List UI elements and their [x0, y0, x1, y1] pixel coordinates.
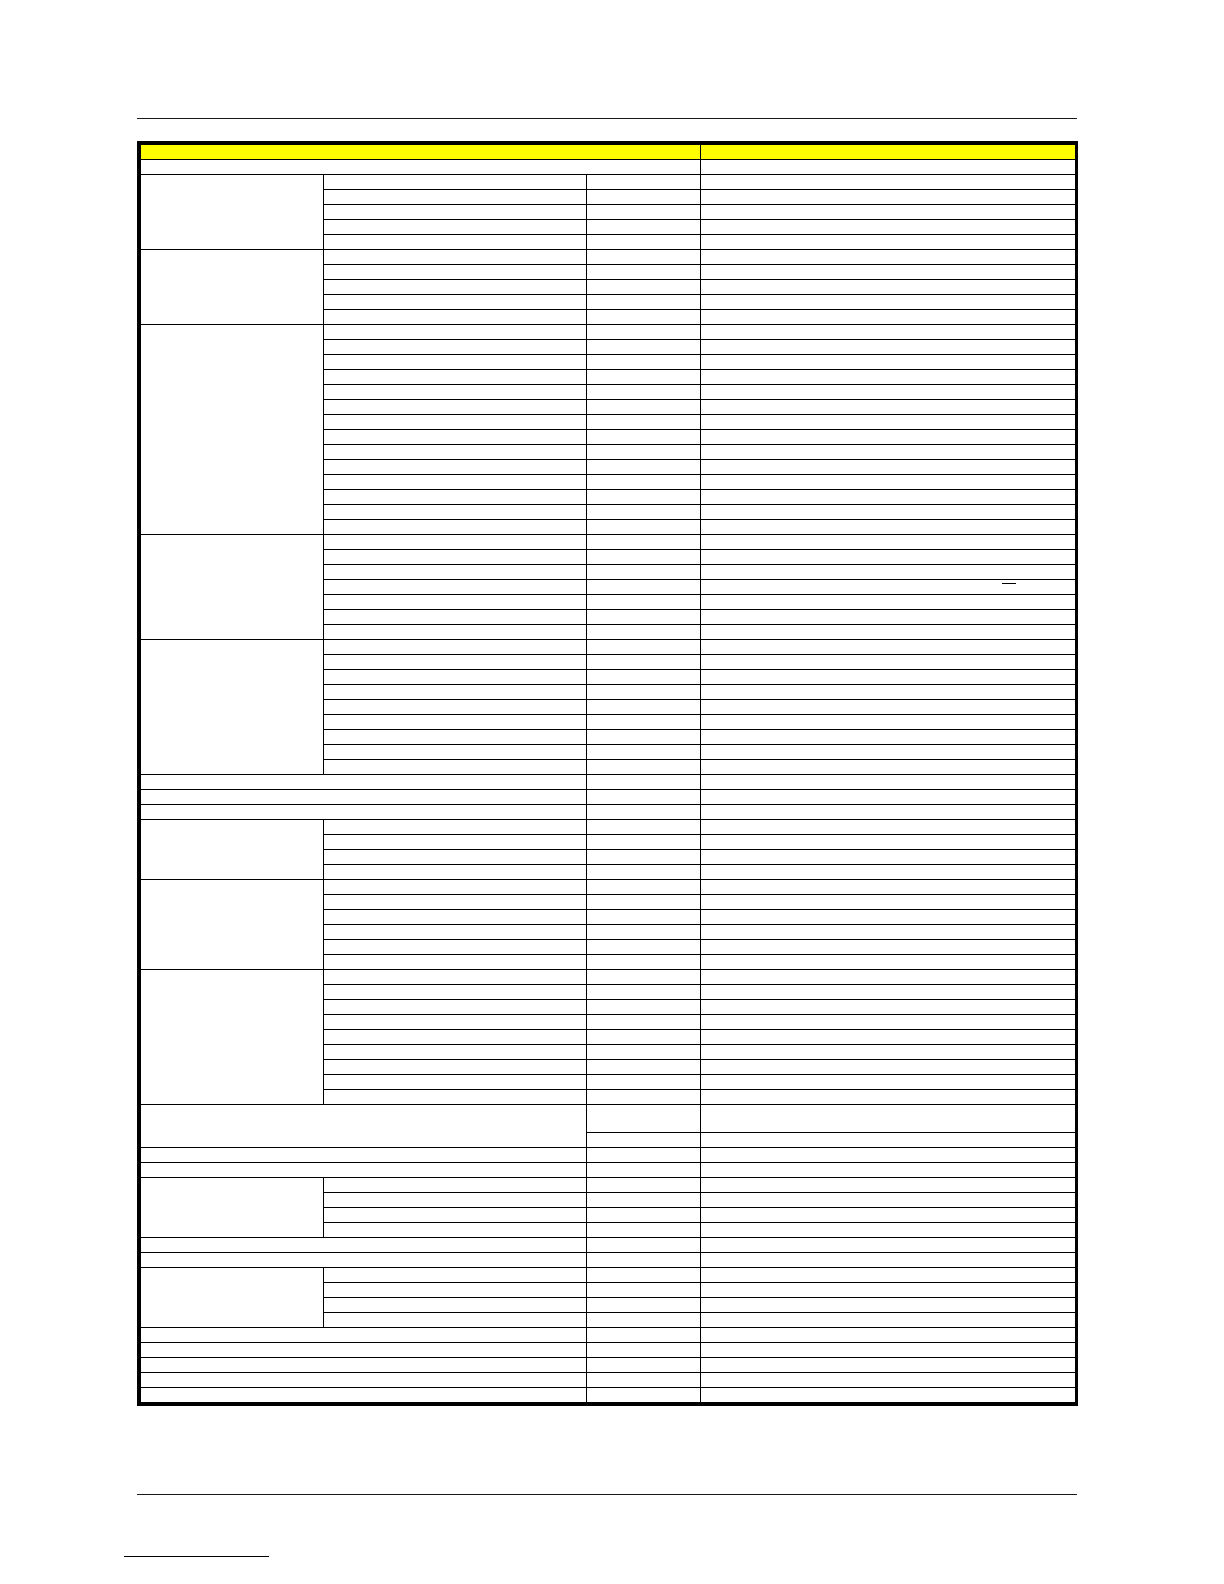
table-row	[141, 1148, 1076, 1163]
item-mid	[587, 1030, 701, 1045]
item-mid	[587, 1313, 701, 1328]
item-value	[701, 805, 1076, 820]
item-mid	[587, 1238, 701, 1253]
item-label	[324, 250, 587, 265]
item-mid	[587, 655, 701, 670]
item-mid	[587, 970, 701, 985]
item-mid	[587, 400, 701, 415]
item-value	[701, 1178, 1076, 1193]
item-value	[701, 1268, 1076, 1283]
table-row	[141, 1178, 1076, 1193]
item-label	[324, 265, 587, 280]
item-mid	[587, 805, 701, 820]
item-value	[701, 535, 1076, 550]
item-label	[324, 985, 587, 1000]
item-mid	[587, 1075, 701, 1090]
header-rule	[137, 118, 1077, 119]
wide-label	[141, 1238, 587, 1253]
item-label	[324, 235, 587, 250]
item-value	[701, 295, 1076, 310]
item-mid	[587, 1045, 701, 1060]
item-label	[324, 595, 587, 610]
item-label	[324, 760, 587, 775]
item-value	[701, 700, 1076, 715]
item-mid	[587, 355, 701, 370]
item-value	[701, 430, 1076, 445]
item-value	[701, 475, 1076, 490]
item-value	[701, 490, 1076, 505]
item-label	[324, 565, 587, 580]
item-label	[324, 910, 587, 925]
item-label	[324, 1223, 587, 1238]
item-value	[701, 715, 1076, 730]
item-value	[701, 1238, 1076, 1253]
item-label	[324, 490, 587, 505]
table-row	[141, 640, 1076, 655]
item-label	[324, 280, 587, 295]
item-value	[701, 610, 1076, 625]
wide-label	[141, 1388, 587, 1403]
item-mid	[587, 640, 701, 655]
item-label	[324, 190, 587, 205]
footer-rule	[137, 1494, 1077, 1495]
item-value	[701, 1105, 1076, 1133]
item-label	[324, 745, 587, 760]
item-label	[324, 670, 587, 685]
item-mid	[587, 265, 701, 280]
item-mid	[587, 880, 701, 895]
item-value	[701, 595, 1076, 610]
item-mid	[587, 460, 701, 475]
item-mid	[587, 985, 701, 1000]
item-value	[701, 670, 1076, 685]
item-label	[324, 610, 587, 625]
table-row	[141, 250, 1076, 265]
item-value	[701, 760, 1076, 775]
item-mid	[587, 790, 701, 805]
item-label	[324, 970, 587, 985]
table-row	[141, 880, 1076, 895]
item-mid	[587, 895, 701, 910]
item-value	[701, 865, 1076, 880]
item-mid	[587, 1343, 701, 1358]
item-label	[324, 355, 587, 370]
item-label	[324, 1015, 587, 1030]
item-mid	[587, 1105, 701, 1133]
item-label	[324, 370, 587, 385]
item-value	[701, 1253, 1076, 1268]
group-label	[141, 640, 324, 775]
item-value	[701, 460, 1076, 475]
specification-table-container	[137, 141, 1078, 1406]
item-label	[324, 1268, 587, 1283]
item-label	[324, 1298, 587, 1313]
table-subheader-row	[141, 160, 1076, 175]
table-row	[141, 970, 1076, 985]
item-mid	[587, 1133, 701, 1148]
item-label	[324, 385, 587, 400]
item-mid	[587, 235, 701, 250]
item-label	[324, 445, 587, 460]
item-mid	[587, 490, 701, 505]
item-mid	[587, 310, 701, 325]
item-mid	[587, 955, 701, 970]
wide-label	[141, 805, 587, 820]
item-value	[701, 325, 1076, 340]
item-mid	[587, 445, 701, 460]
item-value	[701, 340, 1076, 355]
item-value	[701, 730, 1076, 745]
item-label	[324, 400, 587, 415]
item-label	[324, 895, 587, 910]
item-mid	[587, 1268, 701, 1283]
item-value	[701, 685, 1076, 700]
item-label	[324, 220, 587, 235]
item-label	[324, 625, 587, 640]
item-mid	[587, 820, 701, 835]
item-label	[324, 1178, 587, 1193]
item-label	[324, 415, 587, 430]
table-subheader-left	[141, 160, 701, 175]
table-row	[141, 1163, 1076, 1178]
item-mid	[587, 925, 701, 940]
item-mid	[587, 190, 701, 205]
table-row	[141, 805, 1076, 820]
item-mid	[587, 1000, 701, 1015]
table-body	[141, 145, 1076, 1403]
table-row	[141, 1343, 1076, 1358]
item-mid	[587, 850, 701, 865]
item-label	[324, 430, 587, 445]
table-header-left	[141, 145, 701, 160]
item-label	[324, 205, 587, 220]
wide-label	[141, 1163, 587, 1178]
item-value	[701, 895, 1076, 910]
item-mid	[587, 1148, 701, 1163]
wide-label	[141, 1328, 587, 1343]
group-label	[141, 970, 324, 1105]
item-mid	[587, 760, 701, 775]
item-value	[701, 1358, 1076, 1373]
item-value	[701, 1283, 1076, 1298]
item-label	[324, 685, 587, 700]
item-mid	[587, 475, 701, 490]
item-mid	[587, 415, 701, 430]
item-mid	[587, 535, 701, 550]
item-mid	[587, 700, 701, 715]
item-label	[324, 340, 587, 355]
item-value	[701, 1343, 1076, 1358]
item-value	[701, 835, 1076, 850]
item-value	[701, 880, 1076, 895]
item-label	[324, 640, 587, 655]
item-value	[701, 745, 1076, 760]
item-value	[701, 280, 1076, 295]
table-subheader-right	[701, 160, 1076, 175]
item-value	[701, 250, 1076, 265]
wide-label	[141, 1358, 587, 1373]
item-value	[701, 190, 1076, 205]
item-mid	[587, 1358, 701, 1373]
item-value	[701, 1298, 1076, 1313]
item-value	[701, 1090, 1076, 1105]
value-dash-mark	[1002, 583, 1016, 584]
item-label	[324, 1193, 587, 1208]
wide-label	[141, 1343, 587, 1358]
item-mid	[587, 865, 701, 880]
item-label	[324, 835, 587, 850]
table-header-right	[701, 145, 1076, 160]
item-mid	[587, 1253, 701, 1268]
item-mid	[587, 1208, 701, 1223]
item-value	[701, 1060, 1076, 1075]
footer-underline-mark	[124, 1556, 269, 1557]
item-value	[701, 205, 1076, 220]
item-label	[324, 1283, 587, 1298]
item-mid	[587, 1373, 701, 1388]
item-value	[701, 775, 1076, 790]
item-value	[701, 415, 1076, 430]
item-label	[324, 730, 587, 745]
item-mid	[587, 940, 701, 955]
item-value	[701, 655, 1076, 670]
wide-label	[141, 1253, 587, 1268]
item-value	[701, 235, 1076, 250]
item-value	[701, 580, 1076, 595]
item-label	[324, 850, 587, 865]
item-mid	[587, 1223, 701, 1238]
wide-label	[141, 1373, 587, 1388]
item-label	[324, 1045, 587, 1060]
item-value	[701, 790, 1076, 805]
item-mid	[587, 775, 701, 790]
item-label	[324, 940, 587, 955]
item-value	[701, 940, 1076, 955]
item-value	[701, 445, 1076, 460]
group-label	[141, 175, 324, 250]
item-mid	[587, 1193, 701, 1208]
item-mid	[587, 520, 701, 535]
item-label	[324, 880, 587, 895]
table-row	[141, 1238, 1076, 1253]
item-label	[324, 505, 587, 520]
item-value	[701, 1075, 1076, 1090]
item-value	[701, 1133, 1076, 1148]
table-row	[141, 535, 1076, 550]
item-value	[701, 1015, 1076, 1030]
item-mid	[587, 505, 701, 520]
item-value	[701, 925, 1076, 940]
item-label	[324, 1075, 587, 1090]
item-value	[701, 1045, 1076, 1060]
item-mid	[587, 625, 701, 640]
group-label	[141, 880, 324, 970]
item-label	[324, 310, 587, 325]
item-value	[701, 400, 1076, 415]
item-value	[701, 1388, 1076, 1403]
table-row	[141, 325, 1076, 340]
item-mid	[587, 280, 701, 295]
item-mid	[587, 595, 701, 610]
item-value	[701, 1030, 1076, 1045]
table-row	[141, 175, 1076, 190]
table-header-row	[141, 145, 1076, 160]
table-row	[141, 1373, 1076, 1388]
item-label	[324, 580, 587, 595]
item-mid	[587, 670, 701, 685]
item-value	[701, 1000, 1076, 1015]
item-label	[324, 655, 587, 670]
item-mid	[587, 910, 701, 925]
item-value	[701, 505, 1076, 520]
item-value	[701, 1328, 1076, 1343]
table-row	[141, 1388, 1076, 1403]
item-mid	[587, 295, 701, 310]
item-label	[324, 475, 587, 490]
item-value	[701, 1148, 1076, 1163]
item-value	[701, 910, 1076, 925]
item-value	[701, 310, 1076, 325]
item-mid	[587, 1163, 701, 1178]
item-mid	[587, 580, 701, 595]
table-row	[141, 775, 1076, 790]
item-label	[324, 520, 587, 535]
item-mid	[587, 175, 701, 190]
item-value	[701, 970, 1076, 985]
item-label	[324, 295, 587, 310]
item-value	[701, 1193, 1076, 1208]
item-mid	[587, 385, 701, 400]
item-mid	[587, 715, 701, 730]
wide-label	[141, 775, 587, 790]
item-mid	[587, 685, 701, 700]
wide-label	[141, 1105, 587, 1148]
item-label	[324, 550, 587, 565]
item-value	[701, 220, 1076, 235]
table-row	[141, 1358, 1076, 1373]
item-label	[324, 535, 587, 550]
item-value	[701, 565, 1076, 580]
item-mid	[587, 220, 701, 235]
table-row	[141, 820, 1076, 835]
item-value	[701, 1313, 1076, 1328]
item-label	[324, 925, 587, 940]
item-value	[701, 1223, 1076, 1238]
item-label	[324, 715, 587, 730]
item-value	[701, 265, 1076, 280]
wide-label	[141, 790, 587, 805]
item-value	[701, 370, 1076, 385]
item-mid	[587, 1298, 701, 1313]
item-mid	[587, 325, 701, 340]
item-value	[701, 385, 1076, 400]
item-mid	[587, 550, 701, 565]
item-mid	[587, 835, 701, 850]
table-row	[141, 1328, 1076, 1343]
item-label	[324, 460, 587, 475]
item-value	[701, 955, 1076, 970]
item-label	[324, 1030, 587, 1045]
group-label	[141, 820, 324, 880]
group-label	[141, 250, 324, 325]
item-label	[324, 1313, 587, 1328]
item-value	[701, 625, 1076, 640]
item-mid	[587, 430, 701, 445]
item-mid	[587, 565, 701, 580]
item-label	[324, 175, 587, 190]
item-mid	[587, 1090, 701, 1105]
item-value	[701, 1163, 1076, 1178]
item-value	[701, 820, 1076, 835]
group-label	[141, 1268, 324, 1328]
item-label	[324, 325, 587, 340]
item-value	[701, 850, 1076, 865]
item-mid	[587, 1060, 701, 1075]
item-value	[701, 1373, 1076, 1388]
item-mid	[587, 730, 701, 745]
item-value	[701, 520, 1076, 535]
item-mid	[587, 745, 701, 760]
item-label	[324, 1208, 587, 1223]
item-label	[324, 700, 587, 715]
item-mid	[587, 340, 701, 355]
item-mid	[587, 370, 701, 385]
item-label	[324, 955, 587, 970]
item-mid	[587, 1328, 701, 1343]
group-label	[141, 325, 324, 535]
item-label	[324, 1000, 587, 1015]
item-mid	[587, 1178, 701, 1193]
item-mid	[587, 1015, 701, 1030]
item-mid	[587, 205, 701, 220]
item-mid	[587, 250, 701, 265]
item-value	[701, 985, 1076, 1000]
table-row	[141, 1253, 1076, 1268]
table-row	[141, 1105, 1076, 1133]
item-value	[701, 1208, 1076, 1223]
item-mid	[587, 1388, 701, 1403]
table-row	[141, 1268, 1076, 1283]
item-value	[701, 550, 1076, 565]
item-value	[701, 640, 1076, 655]
item-mid	[587, 610, 701, 625]
item-label	[324, 1060, 587, 1075]
item-value	[701, 175, 1076, 190]
table-row	[141, 790, 1076, 805]
item-value	[701, 355, 1076, 370]
item-label	[324, 1090, 587, 1105]
item-label	[324, 865, 587, 880]
wide-label	[141, 1148, 587, 1163]
specification-table	[140, 144, 1076, 1403]
group-label	[141, 1178, 324, 1238]
item-mid	[587, 1283, 701, 1298]
group-label	[141, 535, 324, 640]
item-label	[324, 820, 587, 835]
